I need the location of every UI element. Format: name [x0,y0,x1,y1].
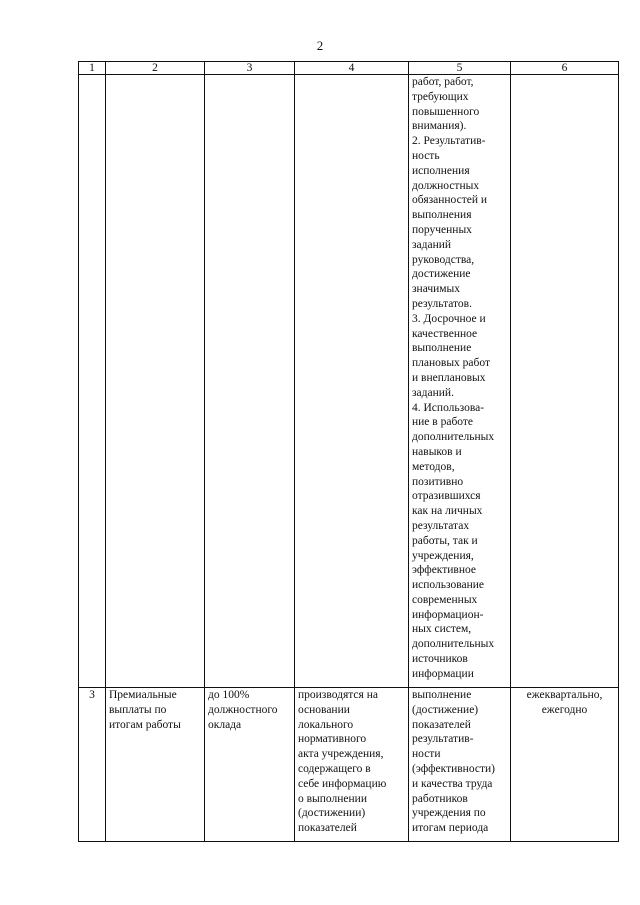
criteria-item: 3. Досрочное и качественное выполнение плановых работ и внеплановых заданий. [412,312,491,399]
payment-conditions: производятся на основании локального нормативного акта учреждения, содержащего в себе информацию о выполнении (достижении) показателей [295,688,409,842]
payment-name: Премиальные выплаты по итогам работы [106,688,205,842]
page-number: 2 [316,38,324,53]
header-col-6: 6 [511,62,619,75]
header-col-5: 5 [409,62,511,75]
table-row [79,75,619,688]
criteria-item: 4. Использова- ние в работе дополнительных навыков и методов, позитивно отразившихся как на личных результатах работы, так и учреждения, эффективное использование современных информацион- ных систем, дополнительных источников информации [412,401,495,680]
table-header-row [79,62,619,75]
row1-col-4 [295,75,409,688]
row1-col-1 [79,75,106,688]
row-number: 3 [79,688,106,842]
row1-col-3 [205,75,295,688]
header-col-2: 2 [106,62,205,75]
criteria-item: 2. Результатив- ность исполнения должностных обязанностей и выполнения порученных заданий руководства, достижение значимых результатов. [412,135,488,310]
table-row [79,688,619,842]
payment-criteria: выполнение (достижение) показателей результатив- ности (эффективности) и качества труда работников учреждения по итогам периода [409,688,511,842]
row1-col-6 [511,75,619,688]
payment-period: ежеквартально, ежегодно [511,688,619,842]
row1-criteria-cell [409,75,511,688]
criteria-item: работ, работ, требующих повышенного внимания). [412,76,480,133]
header-col-4: 4 [295,62,409,75]
header-col-3: 3 [205,62,295,75]
payments-table [78,61,619,842]
payment-amount: до 100% должностного оклада [205,688,295,842]
header-col-1: 1 [79,62,106,75]
row1-col-2 [106,75,205,688]
